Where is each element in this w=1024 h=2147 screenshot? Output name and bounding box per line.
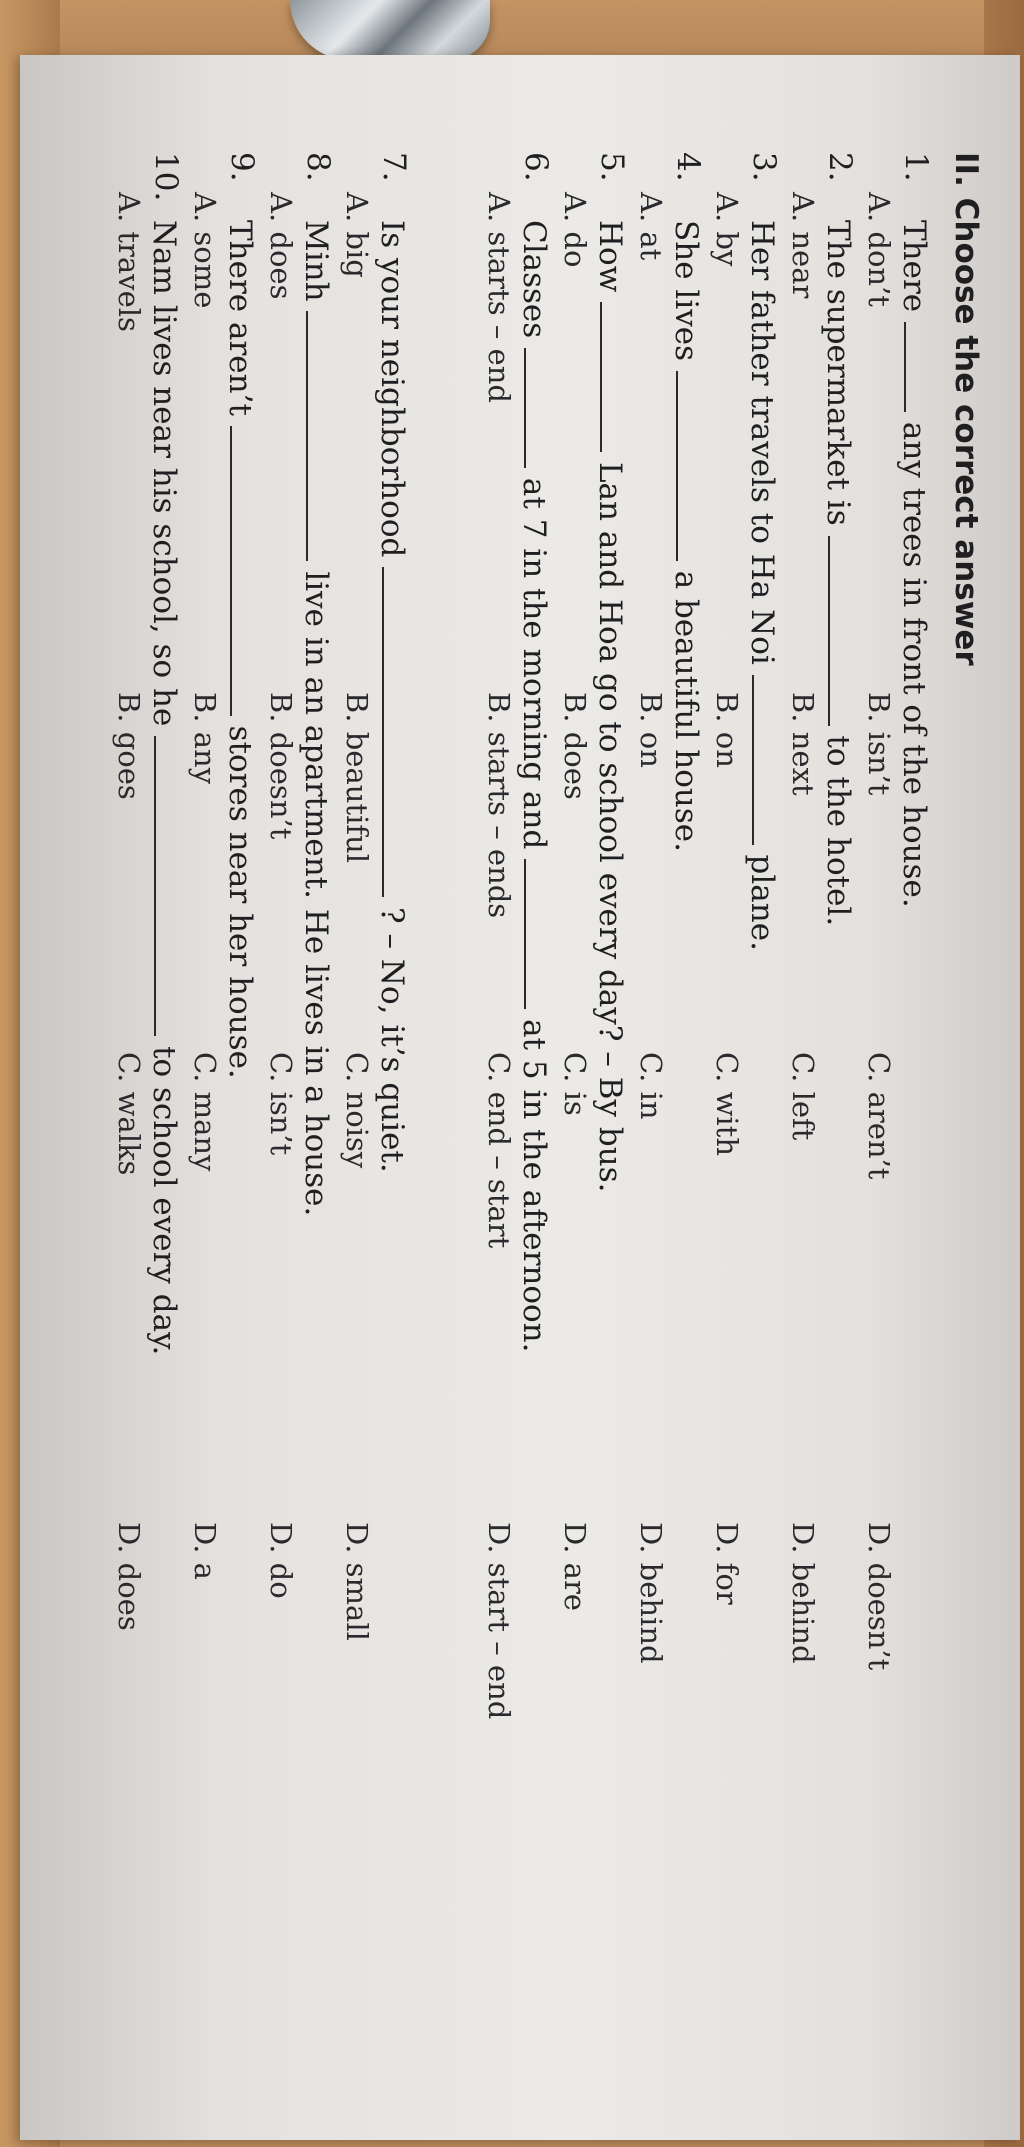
option-a[interactable]: A. some bbox=[188, 192, 222, 309]
option-d[interactable]: D. small bbox=[340, 1522, 374, 1641]
option-a[interactable]: A. near bbox=[786, 192, 820, 299]
answer-blank[interactable] bbox=[828, 536, 858, 726]
option-a[interactable]: A. big bbox=[340, 192, 374, 278]
option-d[interactable]: D. does bbox=[112, 1522, 146, 1631]
option-b[interactable]: B. on bbox=[634, 692, 668, 768]
question-number: 10. bbox=[148, 152, 184, 202]
answer-blank-2[interactable] bbox=[524, 859, 554, 1009]
question-text-after: to school every day. bbox=[146, 1046, 182, 1356]
question-text-before: Is your neighborhood bbox=[374, 220, 410, 558]
option-c[interactable]: C. is bbox=[558, 1052, 592, 1116]
question-text-before: There aren’t bbox=[222, 220, 258, 416]
question-text-after: at 7 in the morning and bbox=[516, 477, 552, 850]
option-a[interactable]: A. don’t bbox=[862, 192, 896, 307]
question-text-after: Lan and Hoa go to school every day? – By bus. bbox=[592, 461, 628, 1193]
answer-blank[interactable] bbox=[154, 736, 184, 1036]
section-heading: II. Choose the correct answer bbox=[948, 152, 984, 666]
option-a[interactable]: A. do bbox=[558, 192, 592, 268]
option-b[interactable]: B. isn’t bbox=[862, 692, 896, 796]
answer-blank[interactable] bbox=[676, 371, 706, 561]
answer-blank[interactable] bbox=[904, 322, 934, 412]
question-text-after: ? – No, it’s quiet. bbox=[374, 907, 410, 1173]
question-number: 1. bbox=[898, 152, 934, 182]
question-number: 6. bbox=[518, 152, 554, 182]
option-d[interactable]: D. behind bbox=[634, 1522, 668, 1664]
option-b[interactable]: B. beautiful bbox=[340, 692, 374, 864]
option-a[interactable]: A. does bbox=[264, 192, 298, 300]
option-c[interactable]: C. left bbox=[786, 1052, 820, 1141]
option-b[interactable]: B. does bbox=[558, 692, 592, 800]
option-c[interactable]: C. end – start bbox=[482, 1052, 516, 1249]
option-c[interactable]: C. walks bbox=[112, 1052, 146, 1176]
foil-wrapper-object bbox=[290, 0, 490, 60]
option-a[interactable]: A. travels bbox=[112, 192, 146, 332]
option-d[interactable]: D. doesn’t bbox=[862, 1522, 896, 1671]
option-b[interactable]: B. doesn’t bbox=[264, 692, 298, 840]
option-d[interactable]: D. start – end bbox=[482, 1522, 516, 1720]
answer-blank[interactable] bbox=[524, 348, 554, 468]
question-number: 3. bbox=[746, 152, 782, 182]
option-d[interactable]: D. are bbox=[558, 1522, 592, 1611]
option-c[interactable]: C. many bbox=[188, 1052, 222, 1172]
question-text-before: Her father travels to Ha Noi bbox=[744, 220, 780, 665]
question-text-before: How bbox=[592, 220, 628, 293]
option-a[interactable]: A. at bbox=[634, 192, 668, 261]
question-text-after: plane. bbox=[744, 854, 780, 951]
question-number: 2. bbox=[822, 152, 858, 182]
question-text-before: Minh bbox=[298, 220, 334, 302]
question-number: 8. bbox=[300, 152, 336, 182]
option-d[interactable]: D. behind bbox=[786, 1522, 820, 1664]
question-text-after: live in an apartment. He lives in a house. bbox=[298, 571, 334, 1217]
option-d[interactable]: D. for bbox=[710, 1522, 744, 1605]
question-number: 5. bbox=[594, 152, 630, 182]
answer-blank[interactable] bbox=[382, 567, 412, 897]
option-a[interactable]: A. by bbox=[710, 192, 744, 267]
question-number: 9. bbox=[224, 152, 260, 182]
option-c[interactable]: C. isn’t bbox=[264, 1052, 298, 1156]
option-b[interactable]: B. next bbox=[786, 692, 820, 796]
option-c[interactable]: C. in bbox=[634, 1052, 668, 1120]
option-b[interactable]: B. any bbox=[188, 692, 222, 785]
question-text-after: to the hotel. bbox=[820, 735, 856, 927]
question-text-before: Classes bbox=[516, 220, 552, 339]
option-b[interactable]: B. goes bbox=[112, 692, 146, 800]
question-text-before: There bbox=[896, 220, 932, 313]
option-c[interactable]: C. with bbox=[710, 1052, 744, 1157]
question-number: 4. bbox=[670, 152, 706, 182]
question-text-after: stores near her house. bbox=[222, 725, 258, 1079]
option-c[interactable]: C. aren’t bbox=[862, 1052, 896, 1180]
option-a[interactable]: A. starts – end bbox=[482, 192, 516, 403]
answer-blank[interactable] bbox=[752, 675, 782, 845]
option-d[interactable]: D. a bbox=[188, 1522, 222, 1580]
question-text-after: a beautiful house. bbox=[668, 570, 704, 852]
option-b[interactable]: B. on bbox=[710, 692, 744, 768]
question-text-before: Nam lives near his school, so he bbox=[146, 220, 182, 727]
worksheet-content bbox=[24, 52, 1024, 2122]
question-text-before: The supermarket is bbox=[820, 220, 856, 526]
answer-blank[interactable] bbox=[306, 311, 336, 561]
option-c[interactable]: C. noisy bbox=[340, 1052, 374, 1169]
option-b[interactable]: B. starts – ends bbox=[482, 692, 516, 919]
answer-blank[interactable] bbox=[600, 302, 630, 452]
answer-blank[interactable] bbox=[230, 426, 260, 716]
question-text-before: She lives bbox=[668, 220, 704, 361]
question-number: 7. bbox=[376, 152, 412, 182]
question-text-after-2: at 5 in the afternoon. bbox=[516, 1019, 552, 1353]
option-d[interactable]: D. do bbox=[264, 1522, 298, 1599]
question-text-after: any trees in front of the house. bbox=[896, 421, 932, 908]
